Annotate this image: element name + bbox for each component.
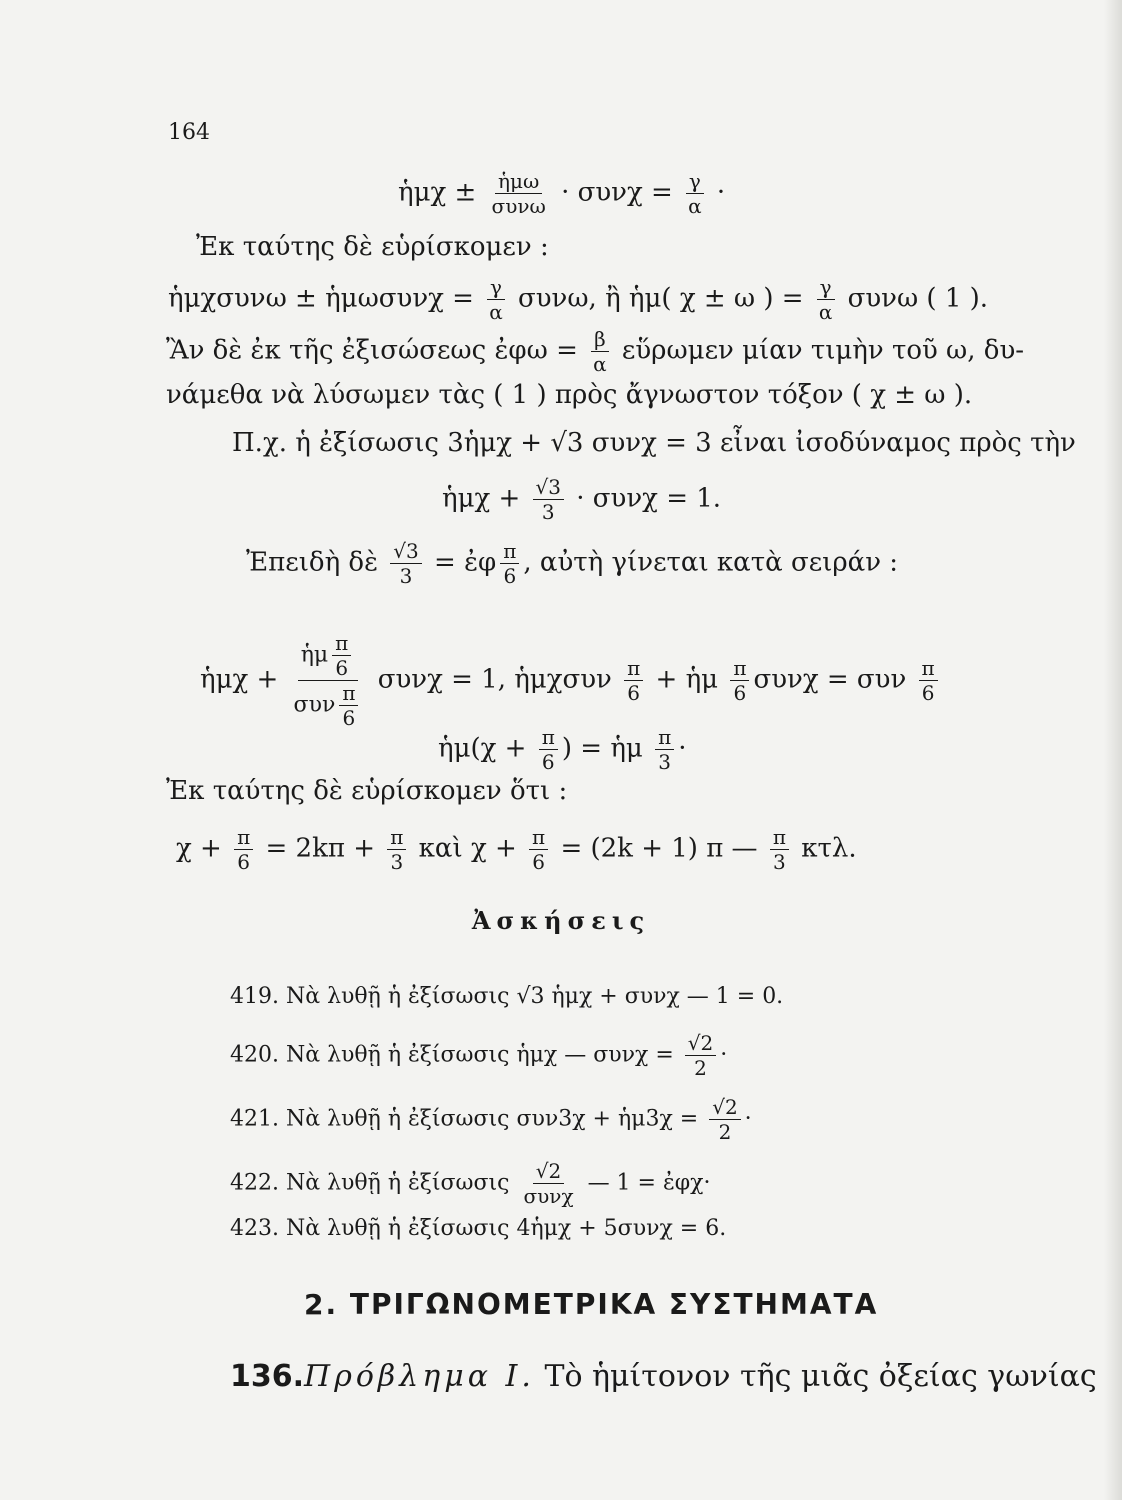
equation-4: ἡμχ + ἡμ $\frac{\pi}{6}$ συν $\frac{\pi}{6}$ συνχ = 1, ἡμχσυν $\frac{\pi}{6}$ + ἡμ $\frac{\pi}{6}$ συνχ = συν $\frac{\pi}{6}$ bbox=[200, 632, 942, 729]
an-fraction: $\frac{\beta}{\alpha}$ bbox=[590, 328, 610, 375]
problem-label: Πρόβλημα Ι. bbox=[304, 1359, 535, 1394]
problem-136 bbox=[230, 1359, 1097, 1394]
text-line-example: Π.χ. ἡ ἐξίσωσις 3ἡμχ + √3 συνχ = 3 εἶναι ἰσοδύναμος πρὸς τὴν bbox=[232, 428, 1076, 458]
problem-text: Τὸ ἡμίτονον τῆς μιᾶς ὀξείας γωνίας bbox=[544, 1359, 1097, 1394]
problem-number: 136. bbox=[230, 1359, 305, 1394]
text-line-ek-tautis-1: Ἐκ ταύτης δὲ εὑρίσκομεν : bbox=[196, 232, 549, 262]
section-heading: 2. ΤΡΙΓΩΝΟΜΕΤΡΙΚΑ ΣΥΣΤΗΜΑΤΑ bbox=[304, 1288, 879, 1321]
epeidi-fraction-2: $\frac{\pi}{6}$ bbox=[500, 540, 519, 587]
eq1-left: ἡμχ ± bbox=[398, 177, 477, 208]
eq2-fraction-1: $\frac{\gamma}{\alpha}$ bbox=[486, 276, 506, 323]
equation-1: ἡμχ ± $\frac{\text{ἡμω}}{\text{συνω}}$ · συνχ = $\frac{\gamma}{\alpha}$ · bbox=[398, 169, 726, 218]
exercise-423: 423. Νὰ λυθῇ ἡ ἐξίσωσις 4ἡμχ + 5συνχ = 6. bbox=[230, 1216, 727, 1241]
exercise-422: 422. Νὰ λυθῇ ἡ ἐξίσωσις $\frac{√2}{\text{συνχ}}$ — 1 = ἐφχ· bbox=[230, 1159, 711, 1208]
equation-5: ἡμ(χ + $\frac{\pi}{6}$ ) = ἡμ $\frac{\pi}{3}$ · bbox=[438, 725, 687, 774]
exercise-419: 419. Νὰ λυθῇ ἡ ἐξίσωσις √3 ἡμχ + συνχ — 1 = 0. bbox=[230, 984, 784, 1009]
text-line-ek-tautis-2: Ἐκ ταύτης δὲ εὑρίσκομεν ὅτι : bbox=[166, 776, 568, 806]
epeidi-fraction-1: $\frac{√3}{3}$ bbox=[390, 540, 421, 587]
exercise-420: 420. Νὰ λυθῇ ἡ ἐξίσωσις ἡμχ — συνχ = $\frac{√2}{2}$ · bbox=[230, 1031, 728, 1080]
eq3-fraction: $\frac{√3}{3}$ bbox=[533, 476, 564, 523]
text-line-epeidi: Ἐπειδὴ δὲ $\frac{√3}{3}$ = ἐφ $\frac{\pi}{6}$ , αὐτὴ γίνεται κατὰ σειράν : bbox=[246, 539, 899, 588]
text-line-an: Ἂν δὲ ἐκ τῆς ἐξισώσεως ἐφω = $\frac{\beta}{\alpha}$ εὕρωμεν μίαν τιμὴν τοῦ ω, δυ- bbox=[166, 327, 1025, 376]
equation-2: ἡμχσυνω ± ἡμωσυνχ = $\frac{\gamma}{\alpha}$ συνω, ἢ ἡμ( χ ± ω ) = $\frac{\gamma}{\alpha}$ συνω ( 1 ). bbox=[168, 275, 989, 324]
eq4-compound-fraction: ἡμ $\frac{\pi}{6}$ συν $\frac{\pi}{6}$ bbox=[291, 632, 366, 729]
eq2-fraction-2: $\frac{\gamma}{\alpha}$ bbox=[816, 276, 836, 323]
page-edge-shadow bbox=[1104, 0, 1122, 1500]
exercises-heading: Ἀσκήσεις bbox=[471, 906, 651, 935]
page-number: 164 bbox=[168, 120, 210, 145]
equation-3: ἡμχ + $\frac{√3}{3}$ · συνχ = 1. bbox=[442, 475, 722, 524]
text-line-namethai: νάμεθα νὰ λύσωμεν τὰς ( 1 ) πρὸς ἄγνωστον τόξον ( χ ± ω ). bbox=[166, 380, 973, 410]
eq1-fraction: $\frac{\text{ἡμω}}{\text{συνω}}$ bbox=[491, 169, 546, 218]
exercise-421: 421. Νὰ λυθῇ ἡ ἐξίσωσις συν3χ + ἡμ3χ = $\frac{√2}{2}$ · bbox=[230, 1095, 752, 1144]
eq1-mid: · συνχ = bbox=[561, 177, 673, 208]
eq1-fraction-2: $\frac{\gamma}{\alpha}$ bbox=[685, 170, 705, 217]
equation-6: χ + $\frac{\pi}{6}$ = 2kπ + $\frac{\pi}{3}$ καὶ χ + $\frac{\pi}{6}$ = (2k + 1) π — $\frac{\pi}{3}$ κτλ. bbox=[176, 825, 857, 874]
